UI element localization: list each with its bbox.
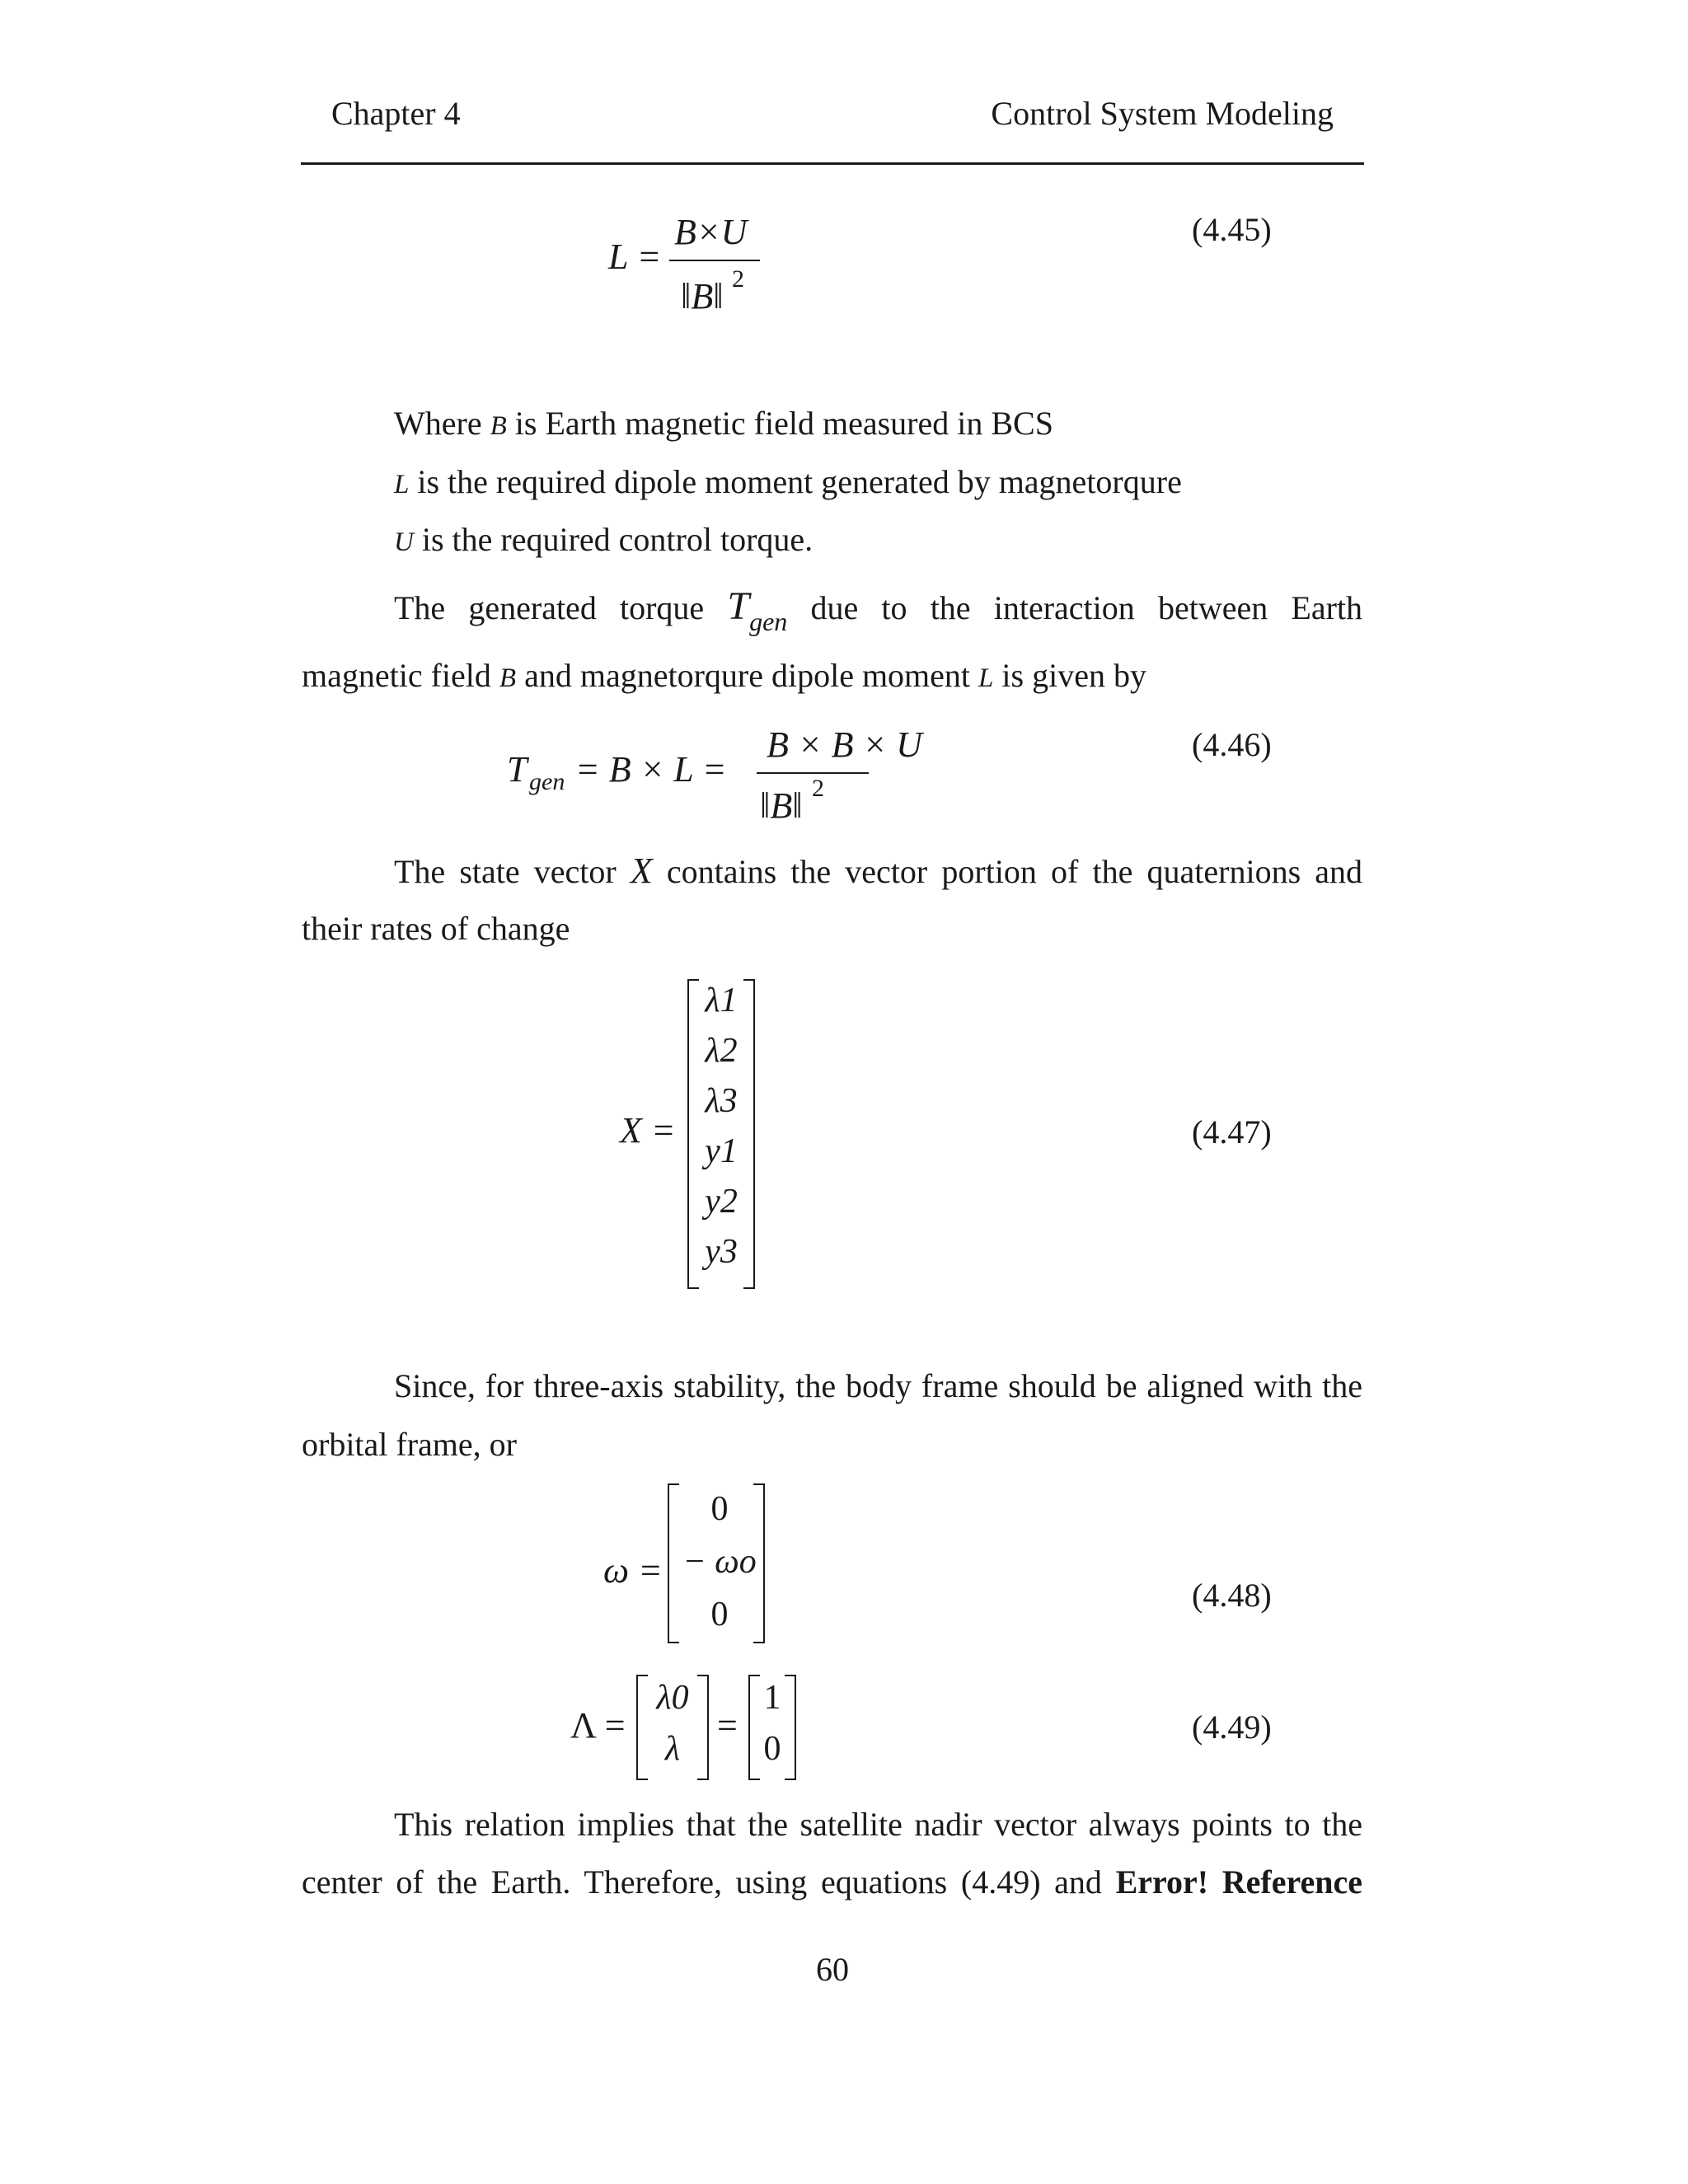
eq-4-46-fraction-bar [757,772,869,774]
eq-4-49-left-entry-2: λ [664,1730,681,1768]
symbol-U: U [394,527,414,557]
eq-4-48-entries [682,1489,757,1647]
torque-paragraph-line-1 [394,584,1363,636]
eq-4-47-entry-3: λ3 [705,1082,738,1120]
where-B-description: is Earth magnetic field measured in BCS [514,405,1053,442]
page-number: 60 [816,1951,849,1988]
torque-symbol-sub: gen [749,607,788,636]
header-rule [301,162,1364,165]
eq-4-49-left-entries [646,1678,699,1780]
torque-paragraph-line-2 [302,659,1146,695]
eq-4-47-entry-5: y2 [705,1183,738,1221]
eq-4-47-entries [701,981,742,1282]
eq-4-47-right-bracket [743,979,755,1289]
relation-text-a: center of the Earth. Therefore, using equations (4.49) and [302,1863,1102,1900]
eq-4-48-entry-1: 0 [710,1490,729,1528]
relation-paragraph-line-2 [302,1863,1363,1900]
torque-text-c: magnetic field [302,657,491,694]
where-line-U [394,523,813,559]
eq-4-48-entry-2: − ωo [682,1543,757,1581]
torque-symbol [727,584,788,636]
eq-4-49-right-entry-1: 1 [763,1679,781,1717]
torque-text-a: The generated torque [394,589,705,626]
torque-text-b: due to the interaction between Earth [810,589,1363,626]
eq-4-45-number: (4.45) [1192,211,1272,248]
eq-4-45-numerator: B×U [674,212,748,252]
eq-4-49-right-bracket-1 [697,1675,709,1780]
symbol-L: L [394,470,410,499]
eq-4-48-entry-3: 0 [710,1596,729,1633]
eq-4-47-left-bracket [687,979,699,1289]
state-symbol-X: X [630,851,653,891]
torque-symbol-L: L [978,663,994,693]
eq-4-46-power: 2 [812,775,824,802]
since-paragraph-line-1: Since, for three-axis stability, the body frame should be aligned with the [394,1367,1362,1404]
eq-4-47-entry-2: λ2 [705,1032,738,1070]
where-line-B [394,407,1053,443]
where-line-L [394,463,1182,501]
eq-4-49-lhs: Λ = [570,1705,626,1746]
relation-error-reference: Error! Reference [1115,1863,1363,1900]
eq-4-46-lhs-sub: gen [529,768,565,795]
running-header-section: Control System Modeling [991,95,1334,132]
eq-4-47-entry-6: y3 [705,1233,738,1271]
symbol-B: B [490,411,507,441]
eq-4-47-lhs: X = [620,1110,676,1151]
eq-4-49-number: (4.49) [1192,1708,1272,1746]
torque-text-e: is given by [1001,657,1146,694]
state-paragraph-line-2: their rates of change [302,910,570,947]
eq-4-46-number: (4.46) [1192,726,1272,763]
eq-4-48-left-bracket [668,1483,679,1643]
eq-4-46-middle: = B × L = [575,749,727,790]
running-header-chapter: Chapter 4 [331,95,461,132]
L-description: is the required dipole moment generated by magnetorqure [417,463,1182,500]
eq-4-48-lhs: ω = [603,1550,663,1591]
eq-4-49-left-entry-1: λ0 [656,1679,689,1717]
eq-4-45-denominator: ‖B‖ [681,276,724,316]
eq-4-45-power: 2 [732,265,744,293]
state-text-b: contains the vector portion of the quaternions and [666,853,1363,890]
torque-symbol-T: T [727,584,750,628]
eq-4-45-fraction-bar [669,260,760,261]
torque-symbol-B: B [499,663,517,693]
eq-4-46-denominator: ‖B‖ [760,785,803,826]
torque-text-d: and magnetorqure dipole moment [524,657,971,694]
since-paragraph-line-2: orbital frame, or [302,1426,517,1463]
eq-4-46-lhs-T: T [507,749,528,790]
where-label: Where [394,405,482,442]
eq-4-46-numerator: B × B × U [767,724,922,765]
eq-4-49-right-entries [757,1678,788,1780]
eq-4-47-entry-1: λ1 [705,982,738,1019]
eq-4-49-equals: = [717,1705,738,1746]
state-text-a: The state vector [394,853,617,890]
U-description: is the required control torque. [421,521,814,558]
eq-4-48-number: (4.48) [1192,1577,1272,1614]
eq-4-45-lhs: L = [608,237,662,277]
state-paragraph-line-1 [394,851,1363,891]
relation-paragraph-line-1: This relation implies that the satellite nadir vector always points to the [394,1806,1362,1843]
eq-4-47-entry-4: y1 [705,1132,738,1170]
eq-4-47-number: (4.47) [1192,1113,1272,1151]
eq-4-49-right-entry-2: 0 [763,1730,781,1768]
